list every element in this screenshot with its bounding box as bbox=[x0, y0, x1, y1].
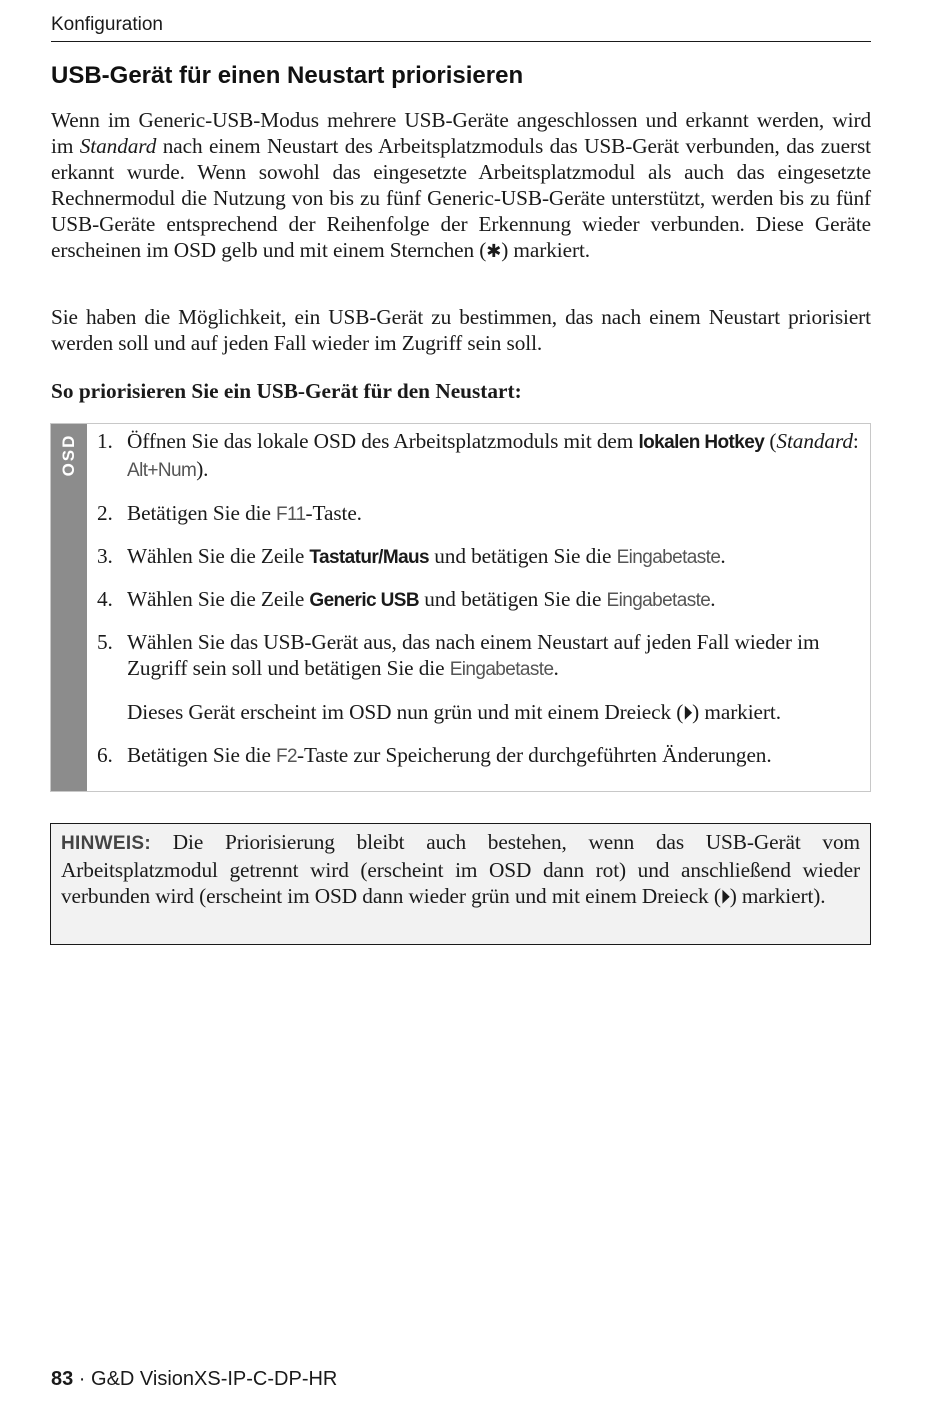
step-6 bbox=[97, 742, 867, 770]
key-combination: Alt+Num bbox=[127, 460, 197, 481]
text-run: Öffnen Sie das lokale OSD des Arbeitsplatzmoduls mit dem bbox=[127, 429, 639, 453]
osd-procedure-box bbox=[50, 423, 871, 792]
step-number: 4. bbox=[97, 587, 113, 611]
step-text bbox=[127, 586, 867, 614]
text-run: ) markiert). bbox=[729, 884, 826, 908]
header-rule bbox=[51, 41, 871, 42]
text-run: und betätigen Sie die bbox=[418, 587, 607, 611]
step-result-note bbox=[127, 699, 867, 727]
step-4 bbox=[97, 586, 867, 614]
text-run: Betätigen Sie die bbox=[127, 501, 277, 525]
product-name: G&D VisionXS-IP-C-DP-HR bbox=[91, 1368, 338, 1390]
key-name: Eingabetaste bbox=[616, 547, 721, 568]
page-title: USB-Gerät für einen Neustart priorisieren bbox=[51, 62, 524, 89]
text-run: Dieses Gerät erscheint im OSD nun grün und mit einem Dreieck ( bbox=[127, 700, 684, 724]
text-run: . bbox=[710, 587, 716, 611]
page-number: 83 bbox=[51, 1368, 74, 1390]
step-text bbox=[127, 629, 867, 683]
step-number: 6. bbox=[97, 743, 113, 767]
text-run: Betätigen Sie die bbox=[127, 743, 277, 767]
text-run: Wenn im Generic-USB-Modus mehrere USB-Geräte angeschlossen und erkannt werden, wird im bbox=[51, 108, 871, 158]
running-header: Konfiguration bbox=[51, 14, 163, 35]
osd-side-bar bbox=[51, 424, 87, 791]
step-number: 2. bbox=[97, 501, 113, 525]
note-text bbox=[61, 829, 860, 911]
text-run: . bbox=[720, 544, 726, 568]
text-run: . bbox=[553, 656, 559, 680]
step-1 bbox=[97, 428, 867, 484]
step-number: 3. bbox=[97, 544, 113, 568]
text-run: ( bbox=[764, 429, 777, 453]
step-number: 1. bbox=[97, 429, 113, 453]
key-name: Eingabetaste bbox=[449, 659, 554, 680]
note-box bbox=[50, 823, 871, 945]
osd-label: OSD bbox=[59, 433, 78, 477]
italic-term: Standard bbox=[776, 429, 853, 453]
key-name: F2 bbox=[276, 746, 297, 767]
step-3 bbox=[97, 543, 867, 571]
text-run: Die Priorisierung bleibt auch bestehen, wenn das USB-Gerät vom Arbeitsplatzmodul getrennt wird (erscheint im OSD dann rot) und anschließend wieder verbunden wird (erscheint im OSD dann wieder grün und mit einem Dreieck ( bbox=[61, 830, 860, 908]
footer-separator: · bbox=[73, 1368, 92, 1390]
step-text bbox=[127, 543, 867, 571]
text-run: ) markiert. bbox=[692, 700, 781, 724]
italic-term: Standard bbox=[79, 134, 157, 158]
menu-entry: Tastatur/Maus bbox=[309, 547, 430, 568]
text-run: Wählen Sie die Zeile bbox=[127, 544, 310, 568]
key-name: Eingabetaste bbox=[606, 590, 711, 611]
step-5 bbox=[97, 629, 867, 727]
hotkey-term: lokalen Hotkey bbox=[638, 432, 765, 453]
text-run: -Taste zur Speicherung der durchgeführten Änderungen. bbox=[297, 743, 772, 767]
step-number: 5. bbox=[97, 630, 113, 654]
intro-paragraph-2: Sie haben die Möglichkeit, ein USB-Gerät zu bestimmen, das nach einem Neustart priorisiert werden soll und auf jeden Fall wieder im Zugriff sein soll. bbox=[51, 305, 871, 355]
text-run: und betätigen Sie die bbox=[429, 544, 617, 568]
step-text bbox=[127, 742, 867, 770]
text-run: ) markiert. bbox=[501, 238, 590, 262]
note-label: HINWEIS: bbox=[61, 833, 152, 854]
text-run: Wählen Sie die Zeile bbox=[127, 587, 310, 611]
step-2 bbox=[97, 500, 867, 528]
triangle-icon: ⏵ bbox=[720, 887, 730, 908]
step-text bbox=[127, 500, 867, 528]
text-run: Wählen Sie das USB-Gerät aus, das nach einem Neustart auf jeden Fall wieder im Zugriff sein soll und betätigen Sie die bbox=[127, 630, 820, 680]
page-footer bbox=[51, 1368, 337, 1391]
procedure-title: So priorisieren Sie ein USB-Gerät für den Neustart: bbox=[51, 379, 522, 403]
asterisk-icon: ✱ bbox=[486, 241, 502, 262]
triangle-icon: ⏵ bbox=[683, 703, 693, 724]
step-text bbox=[127, 428, 867, 484]
step-list bbox=[97, 428, 867, 770]
menu-entry: Generic USB bbox=[309, 590, 419, 611]
intro-paragraph-1 bbox=[51, 107, 871, 265]
key-name: F11 bbox=[276, 504, 306, 525]
text-run: nach einem Neustart des Arbeitsplatzmoduls das USB-Gerät verbunden, das zuerst erkannt wurde. Wenn sowohl das eingesetzte Arbeitsplatzmodul als auch das eingesetzte Rechnermodul die Nutzung von bis zu fünf Generic-USB-Geräte unterstützt, werden bis zu fünf USB-Geräte entsprechend der Reihenfolge der Erkennung wieder verbunden. Diese Geräte erscheinen im OSD gelb und mit einem Sternchen ( bbox=[51, 134, 871, 262]
text-run: -Taste. bbox=[305, 501, 362, 525]
text-run: : bbox=[852, 429, 859, 453]
text-run: ). bbox=[196, 457, 209, 481]
